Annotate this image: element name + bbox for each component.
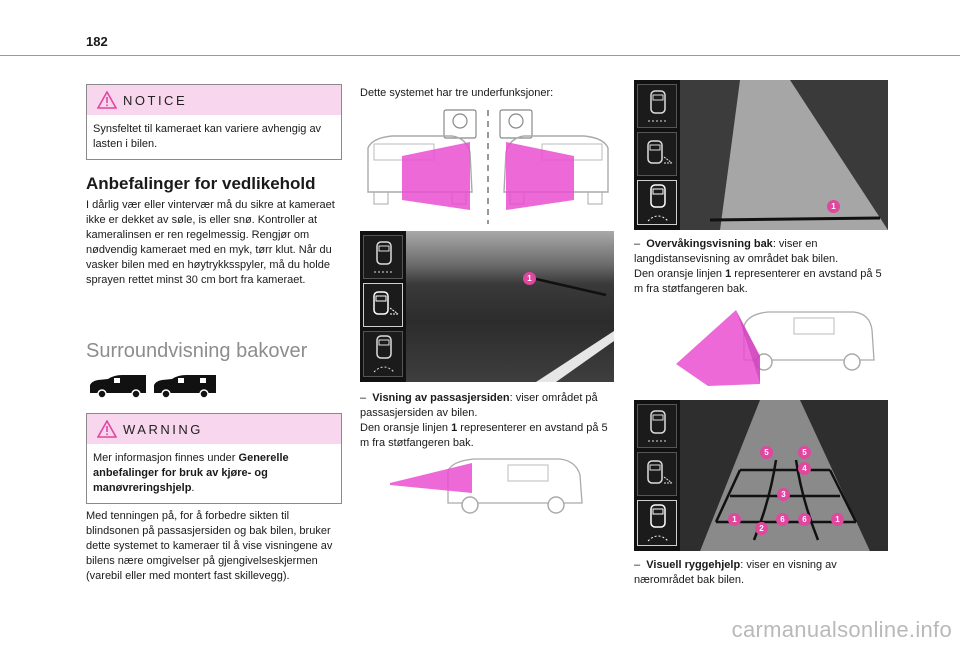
guide-badge-6b: 6 [798, 513, 811, 526]
maintenance-heading: Anbefalinger for vedlikehold [86, 174, 316, 193]
passenger-view-mode-icon [637, 132, 677, 176]
warning-text-pre: Mer informasjon finnes under [93, 452, 239, 464]
view-selector-strip [634, 400, 680, 551]
view-selector-strip [360, 231, 406, 382]
line-text-post: representerer en avstand på 5 m fra støtfangeren bak. [360, 422, 608, 449]
van-types-icon [88, 373, 218, 399]
sub-intro-text: Dette systemet har tre underfunksjoner: [360, 87, 554, 99]
rear-view-mode-icon [637, 404, 677, 448]
warning-text-bold: Generelle anbefalinger for bruk av kjøre- og manøvreringshjelp [93, 452, 289, 494]
top-rule [0, 55, 960, 56]
visual-reversing-aid-view [634, 400, 888, 551]
notice-box [86, 84, 342, 160]
dual-camera-diagram [362, 108, 614, 224]
guide-badge-4: 4 [798, 462, 811, 475]
cobblestone-road [680, 80, 888, 230]
passenger-view-text: : viser området på passasjersiden av bilen. [360, 392, 598, 419]
rear-view-mode-icon [637, 84, 677, 128]
monitor-view-text: : viser en langdistansevisning av området bak bilen. [634, 238, 839, 265]
intro-text: Med tenningen på, for å forbedre sikten til blindsonen på passasjersiden og bak bilen, bruker dette systemet to kameraer til å vise visningene av bilens nære omgivelser på gjengivelseskjermen (varebil eller med montert fast skillevegg). [86, 510, 333, 582]
guide-badge-1a: 1 [728, 513, 741, 526]
passenger-view-mode-icon [363, 283, 403, 327]
dash-marker: – [634, 559, 641, 571]
passenger-view-desc [360, 391, 614, 451]
notice-header [87, 85, 341, 115]
guide-badge-6a: 6 [776, 513, 789, 526]
dash-marker: – [634, 238, 641, 250]
maintenance-text: I dårlig vær eller vintervær må du sikre at kameraet ikke er dekket av søle, is eller snø. Kontroller at kameralinsen er ren regelmessig. Rengjør om nødvendig kameraet med en myk, tørr klut. Når du vasker bilen med en høytrykksspyler, må du holde sprayen rettet minst 30 cm bort fra kameraet. [86, 199, 335, 286]
dash-marker: – [360, 392, 367, 404]
visual-aid-desc [634, 558, 888, 588]
rear-zone-diagram [664, 306, 878, 388]
warning-header [87, 414, 341, 444]
watermark: carmanualsonline.info [731, 617, 952, 642]
guide-badge-5a: 5 [760, 446, 773, 459]
passenger-view-term: Visning av passasjersiden [372, 392, 510, 404]
view-selector-strip [634, 80, 680, 230]
visual-aid-text: : viser en visning av nærområdet bak bilen. [634, 559, 837, 586]
rear-view-mode-icon [363, 235, 403, 279]
line-number: 1 [725, 268, 732, 280]
warning-text [87, 444, 341, 503]
line-text-post: representerer en avstand på 5 m fra støtfangeren bak. [634, 268, 882, 295]
close-view-mode-icon [637, 500, 677, 546]
passenger-view-mode-icon [637, 452, 677, 496]
rear-monitoring-camera-view [634, 80, 888, 230]
visual-aid-term: Visuell ryggehjelp [646, 559, 741, 571]
line-number: 1 [451, 422, 458, 434]
passenger-side-camera-view [360, 231, 614, 382]
guide-badge-2: 2 [755, 522, 768, 535]
section-heading: Surroundvisning bakover [86, 340, 308, 362]
warning-triangle-icon [97, 91, 117, 109]
road-marking [406, 231, 614, 382]
warning-title: WARNING [123, 422, 203, 437]
close-view-mode-icon [637, 180, 677, 225]
guide-badge-1b: 1 [831, 513, 844, 526]
guide-badge-5b: 5 [798, 446, 811, 459]
distance-badge: 1 [827, 200, 840, 213]
notice-title: NOTICE [123, 93, 188, 108]
line-text-pre: Den oransje linjen [360, 422, 452, 434]
warning-box [86, 413, 342, 504]
close-view-mode-icon [363, 331, 403, 377]
warning-triangle-icon [97, 420, 117, 438]
notice-text: Synsfeltet til kameraet kan variere avhengig av lasten i bilen. [93, 123, 322, 150]
road-and-guidelines [680, 400, 888, 551]
monitor-view-desc [634, 237, 888, 297]
line-text-pre: Den oransje linjen [634, 268, 726, 280]
passenger-zone-diagram [390, 453, 590, 517]
distance-badge: 1 [523, 272, 536, 285]
page-number: 182 [86, 34, 108, 49]
warning-text-post: . [191, 482, 195, 494]
guide-badge-3: 3 [777, 488, 790, 501]
monitor-view-term: Overvåkingsvisning bak [646, 238, 773, 250]
